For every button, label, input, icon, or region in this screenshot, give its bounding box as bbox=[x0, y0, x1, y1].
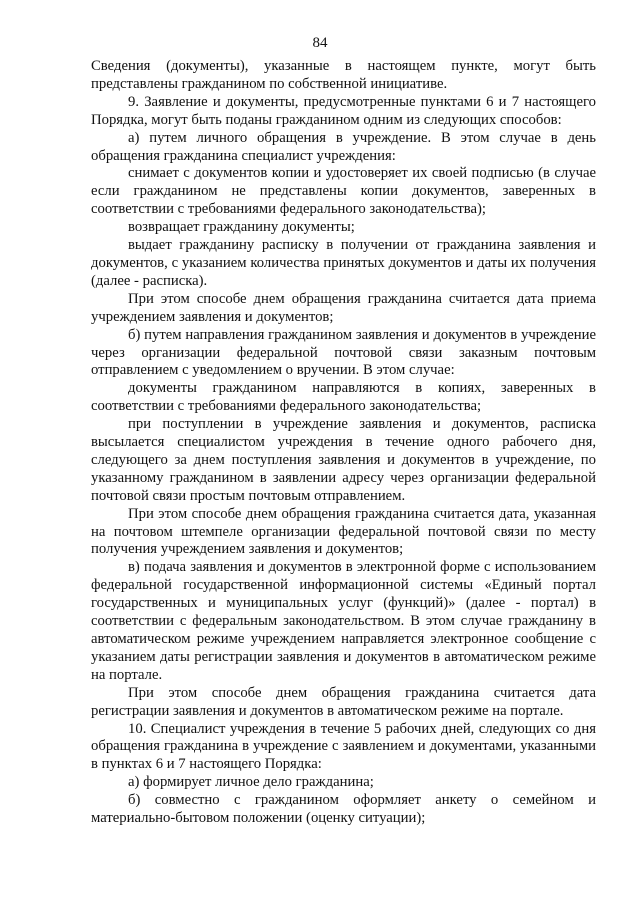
paragraph-item-9b: б) путем направления гражданином заявления и документов в учреждение через организации федеральной почтовой связи заказным почтовым отправлением с уведомлением о вручении. В этом случае: bbox=[91, 326, 596, 379]
page-number: 84 bbox=[312, 35, 328, 51]
paragraph-copies-certification: снимает с документов копии и удостоверяет их своей подписью (в случае если гражданином не представлены копии документов, заверенных в соответствии с требованиями федерального законодательства); bbox=[91, 165, 596, 218]
paragraph-date-portal: При этом способе днем обращения гражданина считается дата регистрации заявления и документов в автоматическом режиме на портале. bbox=[91, 684, 596, 719]
paragraph-copies-sent: документы гражданином направляются в копиях, заверенных в соответствии с требованиями федерального законодательства; bbox=[91, 380, 596, 415]
paragraph-item-10: 10. Специалист учреждения в течение 5 рабочих дней, следующих со дня обращения гражданина в учреждение с заявлением и документами, указанными в пунктах 6 и 7 настоящего Порядка: bbox=[91, 720, 596, 773]
paragraph-receipt: выдает гражданину расписку в получении от гражданина заявления и документов, с указанием количества принятых документов и даты их получения (далее - расписка). bbox=[91, 237, 596, 289]
paragraph-item-9: 9. Заявление и документы, предусмотренные пунктами 6 и 7 настоящего Порядка, могут быть поданы гражданином одним из следующих способов: bbox=[91, 93, 596, 128]
paragraph-receipt-mailed: при поступлении в учреждение заявления и документов, расписка высылается специалистом учреждения в течение одного рабочего дня, следующего за днем поступления заявления и документов в учреждение, по указанному гражданином в заявлении адресу через организации федеральной почтовой связи простым почтовым отправлением. bbox=[91, 416, 596, 504]
paragraph-return-documents: возвращает гражданину документы; bbox=[128, 219, 355, 236]
paragraph-item-9a: а) путем личного обращения в учреждение. В этом случае в день обращения гражданина специалист учреждения: bbox=[91, 129, 596, 164]
paragraph-documents-own-initiative: Сведения (документы), указанные в настоящем пункте, могут быть представлены гражданином по собственной инициативе. bbox=[91, 58, 596, 92]
paragraph-item-10a: а) формирует личное дело гражданина; bbox=[128, 774, 374, 791]
paragraph-item-10b: б) совместно с гражданином оформляет анкету о семейном и материально-бытовом положении (оценку ситуации); bbox=[91, 792, 596, 827]
document-body bbox=[91, 58, 596, 828]
paragraph-date-postal: При этом способе днем обращения гражданина считается дата, указанная на почтовом штемпеле организации федеральной почтовой связи по месту получения учреждением заявления и документов; bbox=[91, 505, 596, 558]
paragraph-date-personal: При этом способе днем обращения гражданина считается дата приема учреждением заявления и документов; bbox=[91, 290, 596, 325]
paragraph-item-9v: в) подача заявления и документов в электронной форме с использованием федеральной государственной информационной системы «Единый портал государственных и муниципальных услуг (функций)» (далее - портал) в соответствии с федеральным законодательством. В этом случае гражданину в автоматическом режиме учреждением направляется электронное сообщение с указанием даты регистрации заявления и документов в автоматическом режиме на портале. bbox=[91, 559, 596, 683]
